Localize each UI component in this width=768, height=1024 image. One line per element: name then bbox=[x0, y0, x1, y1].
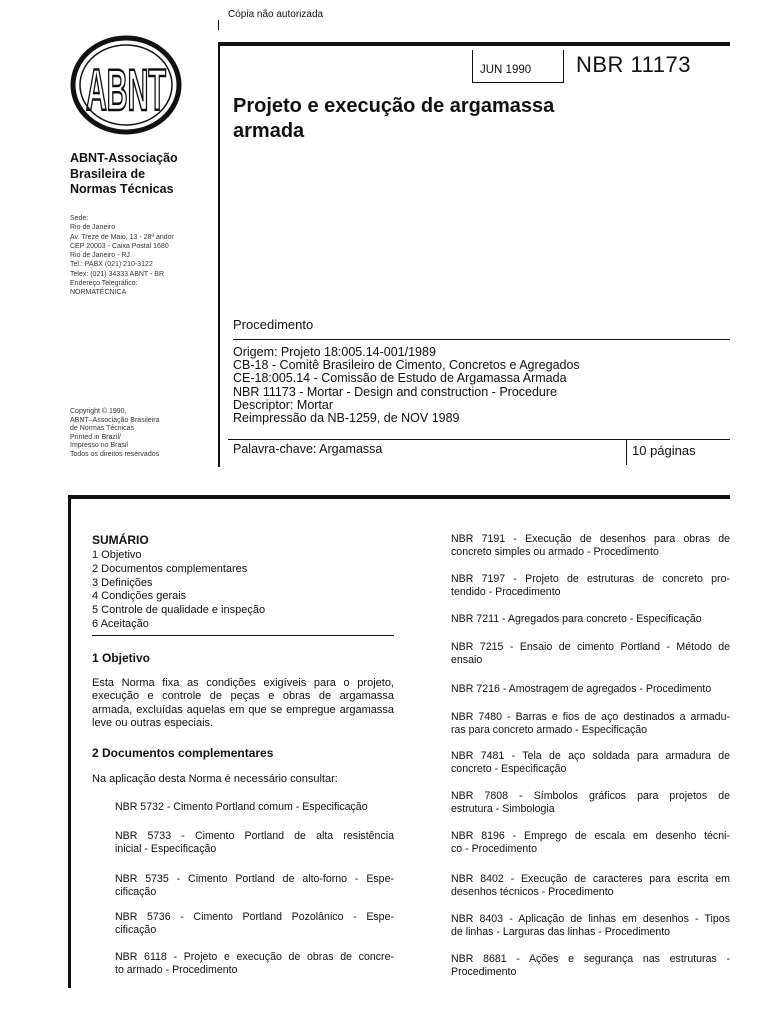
reference-line: NBR 7197 - Projeto de estruturas de concreto pro- bbox=[451, 573, 730, 585]
paragraph-line: armada, excluídas aquelas em que se empregue argamassa bbox=[92, 703, 394, 716]
origin-block bbox=[233, 346, 723, 425]
reference-item bbox=[451, 790, 730, 816]
reference-item bbox=[451, 913, 730, 939]
divider bbox=[233, 339, 730, 340]
publication-date: JUN 1990 bbox=[480, 64, 532, 76]
reference-line: NBR 7216 - Amostragem de agregados - Procedimento bbox=[451, 683, 712, 695]
title-line: Projeto e execução de argamassa bbox=[233, 95, 555, 117]
reference-line: NBR 8402 - Execução de caracteres para escrita em bbox=[451, 873, 730, 885]
document-type: Procedimento bbox=[233, 317, 314, 332]
abnt-logo-icon bbox=[70, 34, 182, 136]
reference-line: estrutura - Simbologia bbox=[451, 803, 555, 816]
reference-line: to armado - Procedimento bbox=[115, 964, 238, 977]
summary-item: 3 Definições bbox=[92, 576, 153, 589]
reference-item bbox=[451, 683, 730, 696]
section-heading-objetivo: 1 Objetivo bbox=[92, 651, 151, 665]
reference-item bbox=[451, 533, 730, 559]
reference-line: NBR 8196 - Emprego de escala em desenho técni- bbox=[451, 830, 730, 842]
reference-line: NBR 8403 - Aplicação de linhas em desenhos - Tipos bbox=[451, 913, 730, 925]
reference-item bbox=[115, 951, 394, 977]
address-line: Sede: bbox=[70, 215, 89, 222]
summary-list bbox=[92, 549, 265, 632]
address-line: Telex: (021) 34333 ABNT - BR bbox=[70, 270, 165, 278]
reference-line: NBR 5736 - Cimento Portland Pozolânico - Espe- bbox=[115, 911, 394, 923]
reference-item bbox=[115, 873, 394, 899]
reference-line: NBR 5733 - Cimento Portland de alta resistência bbox=[115, 830, 394, 842]
org-name-line: Normas Técnicas bbox=[70, 182, 174, 196]
keyword: Palavra-chave: Argamassa bbox=[233, 442, 383, 456]
reference-item bbox=[451, 953, 730, 979]
reference-line: concreto - Especificação bbox=[451, 763, 567, 776]
origin-line: CE-18:005.14 - Comissão de Estudo de Argamassa Armada bbox=[233, 371, 567, 386]
reference-line: tendido - Procedimento bbox=[451, 586, 561, 599]
tick-mark bbox=[218, 20, 219, 30]
body-top-rule bbox=[70, 495, 730, 499]
body-left-rule bbox=[68, 495, 71, 988]
address-line: Tel.: PABX (021) 210-3122 bbox=[70, 261, 153, 269]
summary-item: 4 Condições gerais bbox=[92, 590, 187, 603]
reference-line: NBR 7211 - Agregados para concreto - Especificação bbox=[451, 613, 702, 625]
copyright-line: Copyright © 1990, bbox=[70, 408, 127, 415]
reference-line: NBR 7480 - Barras e fios de aço destinados a armadu- bbox=[451, 711, 730, 723]
reference-line: inicial - Especificação bbox=[115, 843, 217, 856]
header-left-rule bbox=[218, 42, 220, 467]
reference-item bbox=[451, 750, 730, 776]
reference-line: de linhas - Larguras das linhas - Procedimento bbox=[451, 926, 671, 939]
summary-title: SUMÁRIO bbox=[92, 533, 149, 547]
paragraph-line: leve ou outras especiais. bbox=[92, 717, 214, 730]
divider bbox=[228, 439, 730, 440]
reference-line: NBR 8681 - Ações e segurança nas estruturas - bbox=[451, 953, 730, 965]
reference-item bbox=[451, 873, 730, 899]
reference-item bbox=[451, 641, 730, 667]
address-line: Rio de Janeiro - RJ bbox=[70, 252, 130, 260]
origin-line: NBR 11173 - Mortar - Design and construction - Procedure bbox=[233, 384, 557, 399]
title-line: armada bbox=[233, 120, 305, 142]
copyright-line: Printed in Brazil/ bbox=[70, 433, 121, 441]
paragraph-line: execução e controle de peças e obras de argamassa bbox=[92, 690, 394, 703]
reference-line: NBR 6118 - Projeto e execução de obras de concre- bbox=[115, 951, 394, 963]
summary-item: 1 Objetivo bbox=[92, 549, 142, 561]
reference-item bbox=[115, 801, 394, 814]
origin-line: CB-18 - Comitê Brasileiro de Cimento, Concretos e Agregados bbox=[233, 358, 580, 373]
reference-item bbox=[451, 830, 730, 856]
copyright-line: de Normas Técnicas bbox=[70, 425, 135, 433]
reference-item bbox=[115, 830, 394, 856]
reference-item bbox=[451, 573, 730, 599]
reference-item bbox=[451, 613, 730, 626]
address-line: NORMATÉCNICA bbox=[70, 289, 127, 297]
header-top-rule bbox=[220, 42, 730, 46]
origin-line: Origem: Projeto 18:005.14-001/1989 bbox=[233, 345, 436, 359]
org-name bbox=[70, 151, 210, 198]
reference-line: desenhos técnicos - Procedimento bbox=[451, 886, 614, 899]
address-line: CEP 20003 - Caixa Postal 1680 bbox=[70, 242, 169, 250]
org-address bbox=[70, 214, 220, 298]
summary-item: 6 Aceitação bbox=[92, 617, 149, 630]
origin-line: Descriptor: Mortar bbox=[233, 397, 334, 412]
reference-line: co - Procedimento bbox=[451, 843, 537, 856]
copyright-line: Impresso no Brasil bbox=[70, 442, 128, 450]
reference-line: NBR 5735 - Cimento Portland de alto-forno - Espe- bbox=[115, 873, 394, 885]
section-heading-documentos: 2 Documentos complementares bbox=[92, 746, 274, 760]
reference-line: cificação bbox=[115, 886, 157, 899]
origin-line: Reimpressão da NB-1259, de NOV 1989 bbox=[233, 411, 460, 426]
org-name-line: Brasileira de bbox=[70, 166, 146, 181]
reference-item bbox=[115, 911, 394, 937]
document-title bbox=[233, 94, 693, 144]
reference-line: ras para concreto armado - Especificação bbox=[451, 724, 648, 737]
logo-lettering: ABNT bbox=[86, 58, 166, 123]
paragraph-line: Esta Norma fixa as condições exigíveis para o projeto, bbox=[92, 677, 394, 689]
section-intro: Na aplicação desta Norma é necessário consultar: bbox=[92, 773, 338, 785]
reference-line: Procedimento bbox=[451, 966, 517, 979]
copyright-notice bbox=[70, 408, 220, 460]
reference-line: ensaio bbox=[451, 654, 483, 667]
reference-line: NBR 7808 - Símbolos gráficos para projetos de bbox=[451, 790, 730, 802]
copyright-line: ABNT–Associação Brasileira bbox=[70, 416, 160, 424]
reference-line: NBR 7481 - Tela de aço soldada para armadura de bbox=[451, 750, 730, 762]
reference-line: concreto simples ou armado - Procedimento bbox=[451, 546, 659, 559]
copyright-line: Todos os direitos reservados bbox=[70, 450, 160, 458]
divider bbox=[626, 439, 627, 465]
address-line: Rio de Janeiro bbox=[70, 224, 116, 232]
summary-item: 2 Documentos complementares bbox=[92, 562, 248, 575]
page-count: 10 páginas bbox=[632, 443, 696, 458]
section-paragraph bbox=[92, 677, 394, 731]
summary-item: 5 Controle de qualidade e inspeção bbox=[92, 604, 266, 617]
reference-line: NBR 7215 - Ensaio de cimento Portland - Método de bbox=[451, 641, 730, 653]
reference-line: cificação bbox=[115, 924, 157, 937]
reference-line: NBR 7191 - Execução de desenhos para obras de bbox=[451, 533, 730, 545]
org-name-line: ABNT-Associação bbox=[70, 151, 178, 165]
reference-item bbox=[451, 711, 730, 737]
reference-line: NBR 5732 - Cimento Portland comum - Especificação bbox=[115, 801, 368, 813]
address-line: Av. Treze de Maio, 13 - 28º andor bbox=[70, 233, 174, 241]
address-line: Endereço Telegráfico: bbox=[70, 280, 138, 288]
watermark-text: Cópia não autorizada bbox=[228, 9, 324, 20]
standard-number: NBR 11173 bbox=[576, 52, 691, 77]
divider bbox=[92, 635, 394, 636]
